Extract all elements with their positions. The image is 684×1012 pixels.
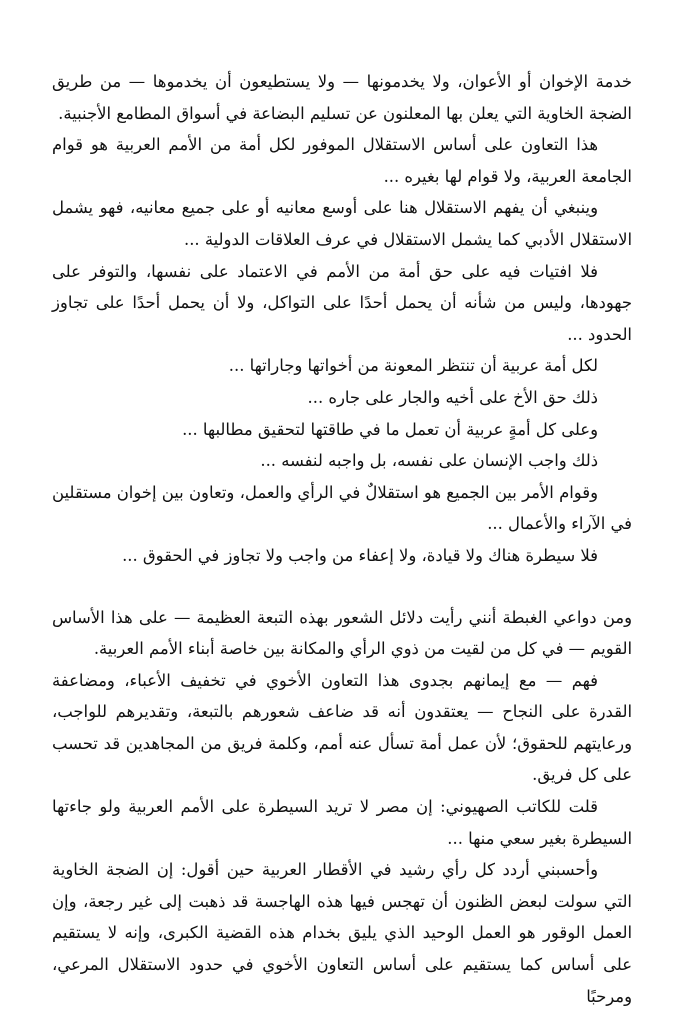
paragraph: ذلك واجب الإنسان على نفسه، بل واجبه لنفسه ... — [260, 451, 598, 471]
paragraph: ذلك حق الأخ على أخيه والجار على جاره ... — [307, 387, 598, 407]
paragraph: فهم — مع إيمانهم بجدوى هذا التعاون الأخوي في تخفيف الأعباء، ومضاعفة القدرة على النجاح — يعتقدون أنه قد ضاعف شعورهم بالتبعة، وتقديرهم للواجب، ورعايتهم للحقوق؛ لأن عمل أمة تسأل عنه أمم، وكلمة فريق من المجاهدين قد تحسب على كل فريق. — [52, 670, 632, 785]
paragraph: هذا التعاون على أساس الاستقلال الموفور لكل أمة من الأمم العربية هو قوام الجامعة العربية، ولا قوام لها بغيره ... — [52, 135, 632, 186]
paragraph: وأحسبني أردد كل رأي رشيد في الأقطار العربية حين أقول: إن الضجة الخاوية التي سولت لبعض الظنون أن تهجس فيها هذه الهاجسة قد ذهبت إلى غير رجعة، وإن العمل الوقور هو العمل الوحيد الذي يليق بخدام هذه القضية الكبرى، وإنه لا يستقيم على أساس كما يستقيم على أساس التعاون الأخوي في حدود الاستقلال المرعي، ومرحبًا — [52, 860, 632, 1006]
section-gap — [52, 572, 632, 602]
paragraph: قلت للكاتب الصهيوني: إن مصر لا تريد السيطرة على الأمم العربية ولو جاءتها السيطرة بغير سعي منها ... — [52, 797, 632, 848]
paragraph: وعلى كل أمةٍ عربية أن تعمل ما في طاقتها لتحقيق مطالبها ... — [182, 419, 598, 439]
paragraph: وينبغي أن يفهم الاستقلال هنا على أوسع معانيه أو على جميع معانيه، فهو يشمل الاستقلال الأدبي كما يشمل الاستقلال في عرف العلاقات الدولية ... — [52, 198, 632, 249]
paragraph: وقوام الأمر بين الجميع هو استقلالٌ في الرأي والعمل، وتعاون بين إخوان مستقلين في الآراء والأعمال ... — [52, 482, 632, 534]
paragraph: لكل أمة عربية أن تنتظر المعونة من أخواتها وجاراتها ... — [228, 356, 598, 376]
paragraph: فلا سيطرة هناك ولا قيادة، ولا إعفاء من واجب ولا تجاوز في الحقوق ... — [122, 545, 598, 565]
paragraph: فلا افتيات فيه على حق أمة من الأمم في الاعتماد على نفسها، والتوفر على جهودها، وليس من شأنه أن يحمل أحدًا على التواكل، ولا أن يحمل أحدًا على تجاوز الحدود ... — [52, 261, 632, 344]
paragraph: ومن دواعي الغبطة أنني رأيت دلائل الشعور بهذه التبعة العظيمة — على هذا الأساس القويم — في كل من لقيت من ذوي الرأي والمكانة بين خاصة أبناء الأمم العربية. — [52, 607, 632, 659]
paragraph: خدمة الإخوان أو الأعوان، ولا يخدمونها — ولا يستطيعون أن يخدموها — من طريق الضجة الخاوية التي يعلن بها المعلنون عن تسليم البضاعة في أسواق المطامع الأجنبية. — [52, 72, 632, 123]
